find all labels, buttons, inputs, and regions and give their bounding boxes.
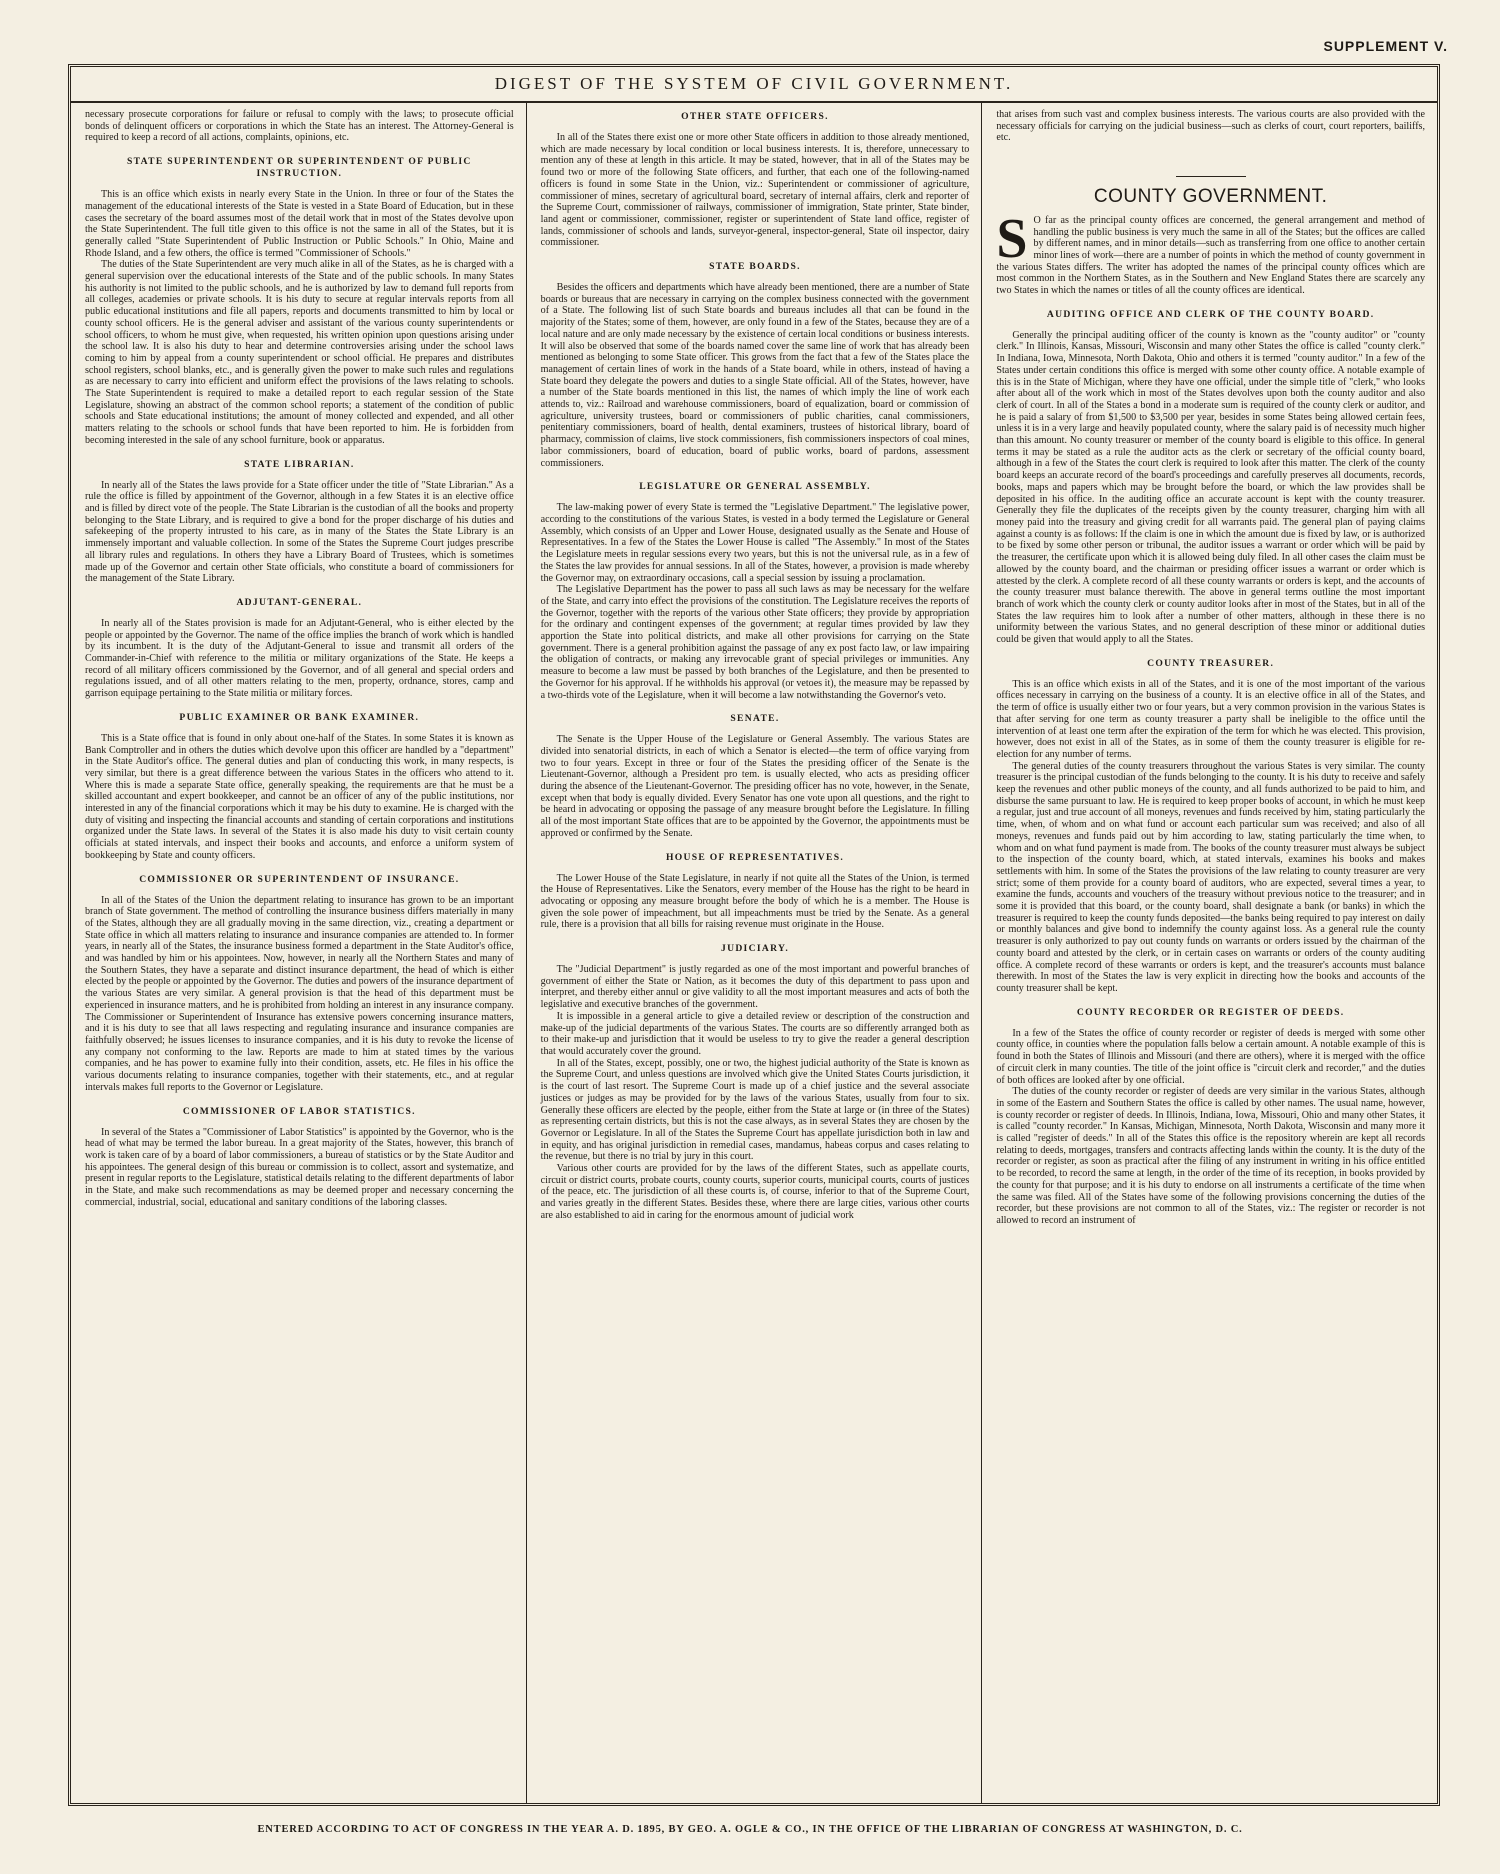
paragraph: In a few of the States the office of county recorder or register of deeds is merged with some other county office, in counties where the population falls below a certain amount. A notable example of this is found in both the States of Illinois and Missouri (and there are others), where it is merged with the office of circuit clerk in many counties. The title of the joint office is "circuit clerk and recorder," and the duties of both offices are looked after by one official. — [996, 1027, 1426, 1086]
paragraph: The Legislative Department has the power to pass all such laws as may be necessary for the welfare of the State, and carry into effect the provisions of the constitution. The Legislature receives the reports of the Governor, together with the reports of the various other State officers; they provide by appropriation for the ordinary and contingent expenses of the government; at regular times provided by law they apportion the State into political districts, and make all other provisions for carrying on the State government. There is a general prohibition against the passage of any ex post facto law, or law impairing the obligation of contracts, or making any irrevocable grant of special privileges or immunities. Any measure to become a law must be passed by both branches of the Legislature, and then be presented to the Governor for his approval. If he withholds his approval (or vetoes it), the measure may be repassed by a two-thirds vote of the Legislature, when it will become a law notwithstanding the Governor's veto. — [540, 584, 970, 701]
supplement-label: SUPPLEMENT V. — [1323, 38, 1448, 54]
page-title: DIGEST OF THE SYSTEM OF CIVIL GOVERNMENT. — [71, 67, 1437, 103]
paragraph: This is an office which exists in nearly every State in the Union. In three or four of the States the management of the educational interests of the State is vested in a State Board of Education, but in these cases the secretary of the board assumes most of the detail work that in most of the States devolve upon the State Superintendent. The full title given to this office is not the same in all of the States, but it is generally called "State Superintendent of Public Instruction or Public Schools." In Ohio, Maine and Rhode Island, and a few others, the office is termed "Commissioner of Schools." — [85, 189, 514, 259]
paragraph: The Lower House of the State Legislature, in nearly if not quite all the States of the Union, is termed the House of Representatives. Like the Senators, every member of the House has the right to be heard in advocating or opposing any measure brought before the body of which he is a member. The House is given the sole power of impeachment, but all impeachments must be tried by the Senate. As a general rule, there is a provision that all bills for raising revenue must originate in the House. — [540, 872, 970, 931]
heading-senate: SENATE. — [730, 713, 780, 725]
heading-state-superintendent: STATE SUPERINTENDENT OR SUPERINTENDENT OF PUBLIC INSTRUCTION. — [126, 156, 472, 180]
column-1 — [71, 103, 526, 1803]
heading-auditing-office: AUDITING OFFICE AND CLERK OF THE COUNTY BOARD. — [1046, 308, 1375, 320]
paragraph: This is an office which exists in all of the States, and it is one of the most important of the various offices necessary in carrying on the business of a county. It is an elective office in all of the States, and the term of office is usually either two or four years, but a very common provision in the various States is that after serving for one term as county treasurer a party shall be ineligible to the office until the intervention of at least one term after the expiration of the term for which he was elected. This provision, however, does not exist in all of the States, as in some of them the county treasurer is eligible for re-election for any number of terms. — [996, 678, 1426, 760]
paragraph: In all of the States, except, possibly, one or two, the highest judicial authority of the State is known as the Supreme Court, and unless questions are involved which give the United States Courts jurisdiction, it is the court of last resort. The Supreme Court is made up of a chief justice and the several associate justices or judges as may be provided for by the laws of the various States, usually from four to six. Generally these officers are elected by the people, either from the State at large or (in three of the States) as representing certain districts, but this is not the case always, as in several States they are chosen by the Governor or Legislature. In all of the States the Supreme Court has appellate jurisdiction both in law and in equity, and has original jurisdiction in remedial cases, mandamus, habeas corpus and cases relating to the revenue, but there is no trial by jury in this court. — [540, 1057, 970, 1163]
heading-state-boards: STATE BOARDS. — [709, 261, 801, 273]
heading-other-state-officers: OTHER STATE OFFICERS. — [681, 111, 829, 122]
heading-judiciary: JUDICIARY. — [721, 943, 790, 955]
column-3-intro: that arises from such vast and complex business interests. The various courts are also provided with the necessary officials for carrying on the judicial business—such as clerks of court, court reporters, bailiffs, etc. — [996, 109, 1426, 144]
paragraph: The duties of the State Superintendent are very much alike in all of the States, as he is charged with a general supervision over the educational interests of the State and of the public schools. In many States his authority is not limited to the public schools, and he is authorized by law to demand full reports from all colleges, academies or private schools. It is his duty to secure at regular intervals reports from all public educational institutions and file all papers, reports and documents transmitted to him by local or county school officers. He is the general adviser and assistant of the various county superintendents or school officers, to whom he must give, when requested, his written opinion upon questions arising under the school law. It is also his duty to hear and determine controversies arising under the school laws coming to him by appeal from a county superintendent or school official. He prepares and distributes school registers, school blanks, etc., and is generally given the power to make such rules and regulations as are necessary to carry into efficient and uniform effect the provisions of the laws relating to schools. The State Superintendent is required to make a detailed report to each regular session of the State Legislature, showing an abstract of the common school reports; a statement of the condition of public schools and State educational institutions; the amount of money collected and expended, and all other matters relating to the schools or school funds that have been reported to him. He is forbidden from becoming interested in the sale of any school furniture, book or apparatus. — [85, 259, 514, 446]
paragraph: Various other courts are provided for by the laws of the different States, such as appellate courts, circuit or district courts, probate courts, county courts, superior courts, municipal courts, courts of justices of the peace, etc. The jurisdiction of all these courts is, of course, inferior to that of the Supreme Court, and varies greatly in the different States. Besides these, where there are large cities, various other courts are also established to aid in caring for the enormous amount of judicial work — [540, 1163, 970, 1221]
heading-house: HOUSE OF REPRESENTATIVES. — [665, 851, 845, 863]
article-columns — [71, 103, 1437, 1803]
paragraph: The law-making power of every State is termed the "Legislative Department." The legislative power, according to the constitutions of the various States, is vested in a body termed the Legislature or General Assembly, which consists of an Upper and Lower House, designated usually as the Senate and House of Representatives. In a few of the States the Lower House is called "The Assembly." In most of the States the Legislature meets in regular sessions every two years, but this is not the universal rule, as in a few of the States the law provides for annual sessions. In all of the States, however, a provision is made whereby the Governor may, on extraordinary occasions, call a special session by issuing a proclamation. — [540, 502, 970, 584]
column-3 — [981, 103, 1437, 1803]
paragraph: This is a State office that is found in only about one-half of the States. In some States it is known as Bank Comptroller and in others the duties which devolve upon this officer are handled by a "department" in the State Auditor's office. The general duties and plan of conducting this work, in many respects, is very similar, but there is a great difference between the various States in the officers who attend to it. Where this is made a separate State office, generally speaking, the requirements are that he must be a skilled accountant and expert bookkeeper, and cannot be an officer of any of the public institutions, nor interested in any of the financial corporations which it may be his duty to examine. He is charged with the duty of visiting and inspecting the financial accounts and standing of certain corporations and institutions organized under the State laws. In several of the States it is also made his duty to visit certain county officials at stated intervals, and inspect their books and accounts, and enforce a uniform system of bookkeeping by State and county officers. — [85, 732, 514, 861]
column-1-intro: necessary prosecute corporations for failure or refusal to comply with the laws; to prosecute official bonds of delinquent officers or corporations in which the State has an interest. The Attorney-General is required to keep a record of all actions, complaints, opinions, etc. — [85, 109, 514, 144]
heading-state-librarian: STATE LIBRARIAN. — [244, 458, 355, 470]
paragraph: In nearly all of the States the laws provide for a State officer under the title of "State Librarian." As a rule the office is filled by appointment of the Governor, although in a few States it is an elective office and is filled by direct vote of the people. The State Librarian is the custodian of all the books and property belonging to the State Library, and is required to give a bond for the proper discharge of his duties and safekeeping of the property intrusted to his care, as in many of the States the State Library is an immensely important and valuable collection. In some of the States the Supreme Court judges prescribe all library rules and regulations. In others they have a Library Board of Trustees, which is sometimes made up of the Governor and certain other State officials, who constitute a board of commissioners for the management of the State Library. — [85, 479, 514, 585]
heading-labor-statistics: COMMISSIONER OF LABOR STATISTICS. — [182, 1105, 416, 1117]
section-divider — [1176, 176, 1246, 177]
heading-legislature: LEGISLATURE OR GENERAL ASSEMBLY. — [639, 481, 871, 493]
paragraph: In nearly all of the States provision is made for an Adjutant-General, who is either elected by the people or appointed by the Governor. The name of the office implies the branch of work which is handled by its incumbent. It is the duty of the Adjutant-General to issue and transmit all orders of the Commander-in-Chief with reference to the militia or military organizations of the State. He keeps a record of all military officers commissioned by the Governor, and of all general and special orders and regulations issued, and of all other matters relating to the men, property, ordnance, stores, camp and garrison equipage pertaining to the State militia or military forces. — [85, 617, 514, 700]
heading-county-recorder: COUNTY RECORDER OR REGISTER OF DEEDS. — [1076, 1006, 1345, 1018]
heading-county-treasurer: COUNTY TREASURER. — [1147, 657, 1275, 669]
heading-adjutant-general: ADJUTANT-GENERAL. — [236, 596, 363, 608]
paragraph: The Senate is the Upper House of the Legislature or General Assembly. The various States are divided into senatorial districts, in each of which a Senator is elected—the term of office varying from two to four years. Except in three or four of the States the presiding officer of the Senate is the Lieutenant-Governor, although a President pro tem. is usually elected, who acts as presiding officer during the absence of the Lieutenant-Governor. The presiding officer has no vote, however, in the Senate, except when that body is equally divided. Every Senator has one vote upon all questions, and the right to be heard in advocating or opposing the passage of any measure brought before the Legislature. In filling all of the most important State offices that are to be appointed by the Governor, the appointments must be approved or confirmed by the Senate. — [540, 734, 970, 839]
copyright-footer: ENTERED ACCORDING TO ACT OF CONGRESS IN THE YEAR A. D. 1895, BY GEO. A. OGLE & CO., IN THE OFFICE OF THE LIBRARIAN OF CONGRESS AT WASHINGTON, D. C. — [257, 1824, 1243, 1835]
drop-cap: S — [996, 207, 1028, 270]
paragraph: The duties of the county recorder or register of deeds are very similar in the various States, although in some of the Eastern and Southern States the office is called by other names. The usual name, however, is county recorder or register of deeds. In Illinois, Indiana, Iowa, Missouri, Ohio and many other States, it is called "county recorder." In Kansas, Michigan, Minnesota, North Dakota, Wisconsin and many more it is called "register of deeds." In all of the States this office is the repository wherein are kept all records relating to deeds, mortgages, transfers and contracts affecting lands within the county. It is the duty of the recorder or register, as soon as practical after the filing of any instrument in writing in his office entitled to be recorded, to record the same at length, in the order of the time of its reception, in books provided by the county for that purpose; and it is his duty to endorse on all instruments a certificate of the time when the same was filed. All of the States have some of the following provisions concerning the duties of the recorder, but these provisions are not common to all of the States, viz.: The register or recorder is not allowed to record an instrument of — [996, 1086, 1426, 1226]
page-frame — [68, 64, 1440, 1806]
heading-insurance: COMMISSIONER OR SUPERINTENDENT OF INSURANCE. — [139, 873, 460, 885]
paragraph: Besides the officers and departments which have already been mentioned, there are a number of State boards or bureaus that are necessary in carrying on the complex business connected with the government of a State. The following list of such State boards and bureaus includes all that can be found in the majority of the States; some of them, however, are only found in a few of the States, because they are of a local nature and are only made necessary by the existence of certain local conditions or business interests. It will also be observed that some of the boards named cover the same line of work that has already been mentioned as belonging to some State officer. This grows from the fact that a few of the States place the management of certain lines of work in the hands of a State board, while in others, instead of having a State board they delegate the powers and duties to a single State official. All of the States, however, have a number of the State boards mentioned in this list, the names of which imply the line of work each attends to, viz.: Railroad and warehouse commissioners, board of equalization, board or commission of agriculture, university trustees, board or commissioners of public charities, canal commissioners, penitentiary commissioners, board of health, dental examiners, trustees of historical library, board of pharmacy, commission of claims, live stock commissioners, fish commissioners inspectors of coal mines, labor commissioners, board of education, board of public works, board of pardons, assessment commissioners. — [540, 282, 970, 469]
paragraph: In all of the States of the Union the department relating to insurance has grown to be an important branch of State government. The method of controlling the insurance business differs materially in many of the States, although they are all gradually moving in the same direction, viz., creating a department or State office in which all matters relating to insurance and insurance companies are attended to. In former years, in nearly all of the States, the insurance business formed a department in the State Auditor's office, and was handled by him or his appointees. Now, however, in nearly all the Northern States and many of the Southern States, they have a separate and distinct insurance department, the head of which is either elected by the people or appointed by the Governor. The duties and powers of the insurance department of the various States are very similar. A general provision is that the head of this department must be experienced in insurance matters, and he is prohibited from holding an interest in any insurance company. The Commissioner or Superintendent of Insurance has extensive powers concerning insurance matters, and it is his duty to see that all laws respecting and regulating insurance and insurance companies are faithfully observed; he issues licenses to insurance companies, and it is his duty to revoke the license of any company not conforming to the law. Reports are made to him at stated times by the various companies, and he has power to examine fully into their condition, assets, etc. He files in his office the various documents relating to insurance companies, together with their statements, etc., and at regular intervals makes full reports to the Governor or Legislature. — [85, 894, 514, 1093]
paragraph: It is impossible in a general article to give a detailed review or description of the construction and make-up of the judicial departments of the various States. The courts are so differently arranged both as to their make-up and jurisdiction that it would be useless to try to give the reader a general description that would accurately cover the ground. — [540, 1010, 970, 1057]
paragraph: In several of the States a "Commissioner of Labor Statistics" is appointed by the Governor, who is the head of what may be termed the labor bureau. In a great majority of the States, however, this branch of work is taken care of by a board of labor commissioners, a bureau of statistics or by the State Auditor and his appointees. The general design of this bureau or commission is to collect, assort and systematize, and present in regular reports to the Legislature, statistical details relating to the different departments of labor in the State, and make such recommendations as may be deemed proper and necessary concerning the commercial, industrial, social, educational and sanitary conditions of the laboring classes. — [85, 1126, 514, 1208]
paragraph: O far as the principal county offices are concerned, the general arrangement and method of handling the public business is very much the same in all of the States; but the offices are called by different names, and in minor details—such as transferring from one office to another certain minor lines of work—there are a number of points in which the method of county government in the various States differs. The writer has adopted the names of the principal county offices which are most common in the Northern States, as in the Southern and New England States there are scarcely any two States in which the names or titles of all the county offices are identical. — [996, 214, 1426, 297]
paragraph: The general duties of the county treasurers throughout the various States is very similar. The county treasurer is the principal custodian of the funds belonging to the county. It is his duty to receive and safely keep the revenues and other public moneys of the county, and all funds authorized to be paid to him, and disburse the same pursuant to law. He is required to keep proper books of account, in which he must keep a regular, just and true account of all moneys, revenues and funds received by him, stating particularly the time, when, of whom and on what fund or account each particular sum was received; and also of all moneys, revenues and funds paid out by him according to law, stating particularly the time when, to whom and on what fund payment is made from. The books of the county treasurer must always be subject to the inspection of the county board, which, at stated intervals, examines his books and makes settlements with him. In some of the States the provisions of the law relating to county treasurer are very strict; some of them provide for a county board of auditors, who are expected, several times a year, to examine the funds, accounts and vouchers of the treasury without previous notice to the treasurer; and in some it is provided that this board, or the county board, shall designate a bank (or banks) in which the treasurer is required to keep the county funds deposited—the banks being required to pay interest on daily or monthly balances and give bond to indemnify the county against loss. As a general rule the county treasurer is only authorized to pay out county funds on warrants or orders issued by the chairman of the county board and attested by the clerk, or in certain cases on warrants or orders of the county auditing office. A complete record of these warrants or orders is kept, and the treasurer's accounts must balance therewith. In most of the States the law is very explicit in directing how the books and accounts of the county treasurer shall be kept. — [996, 760, 1426, 994]
county-government-title: COUNTY GOVERNMENT. — [1093, 186, 1328, 208]
paragraph: The "Judicial Department" is justly regarded as one of the most important and powerful branches of government of either the State or Nation, as it becomes the duty of this department to pass upon and interpret, and thereby either annul or give validity to all the most important measures and acts of both the legislative and executive branches of the government. — [540, 964, 970, 1011]
paragraph: Generally the principal auditing officer of the county is known as the "county auditor" or "county clerk." In Illinois, Kansas, Missouri, Wisconsin and many other States the office is called "county clerk." In Indiana, Iowa, Minnesota, North Dakota, Ohio and others it is termed "county auditor." In a few of the States under certain conditions this office is merged with some other county office. A notable example of this is in the State of Michigan, where they have one official, under the simple title of "clerk," who looks after about all of the work which in most of the States devolves upon both the county auditor and also clerk of court. In all of the States a bond in a moderate sum is required of the county clerk or auditor, and he is paid a salary of from $1,500 to $3,500 per year, besides in some States being allowed certain fees, unless it is in a very large and heavily populated county, where the salary paid is of necessity much higher than this amount. No county treasurer or member of the county board is eligible to this office. In general terms it may be stated as a rule the auditor acts as the clerk or secretary of the official county board, although in a few of the States the court clerk is required to look after this matter. The clerk of the county board keeps an accurate record of the board's proceedings and carefully preserves all documents, records, books, maps and papers which may be brought before the board, or which the law provides shall be deposited in his office. In the auditing office an accurate account is kept with the county treasurer. Generally they file the duplicates of the receipts given by the county treasurer, charging him with all money paid into the treasury and giving credit for all warrants paid. The general plan of paying claims against a county is as follows: If the claim is one in which the amount due is fixed by law, or is authorized to be fixed by some other person or tribunal, the auditor issues a warrant or order which will be paid by the treasurer, the certificate upon which it is allowed being duly filed. In all other cases the claim must be allowed by the county board, and the chairman or presiding officer issues a warrant or order which is attested by the clerk. A complete record of all these county warrants or orders is kept, and the accounts of the county treasurer must balance therewith. The above in general terms outline the most important branch of work which the county clerk or county auditor looks after in most of the States, but in all of the States the law requires him to look after a number of other matters, although in these there is no uniformity between the various States, and no general description of these minor or additional duties could be given that would apply to all the States. — [996, 329, 1426, 646]
heading-public-examiner: PUBLIC EXAMINER OR BANK EXAMINER. — [179, 711, 420, 723]
paragraph: In all of the States there exist one or more other State officers in addition to those already mentioned, which are made necessary by local condition or local business interests. It is, therefore, unnecessary to mention any of these at length in this article. It may be stated, however, that in all of the States may be found two or more of the following State officers, and further, that each one of the following-named officers is found in some State in the Union, viz.: Superintendent or commissioner of agriculture, commissioner of mines, secretary of agricultural board, secretary of internal affairs, clerk and reporter of the Supreme Court, commissioner of railways, commissioner of immigration, State printer, State binder, land agent or commissioner, commissioner, register or superintendent of State land office, register of lands, commissioner of schools and lands, surveyor-general, inspector-general, State oil inspector, dairy commissioner. — [540, 132, 970, 249]
column-2 — [526, 103, 982, 1803]
